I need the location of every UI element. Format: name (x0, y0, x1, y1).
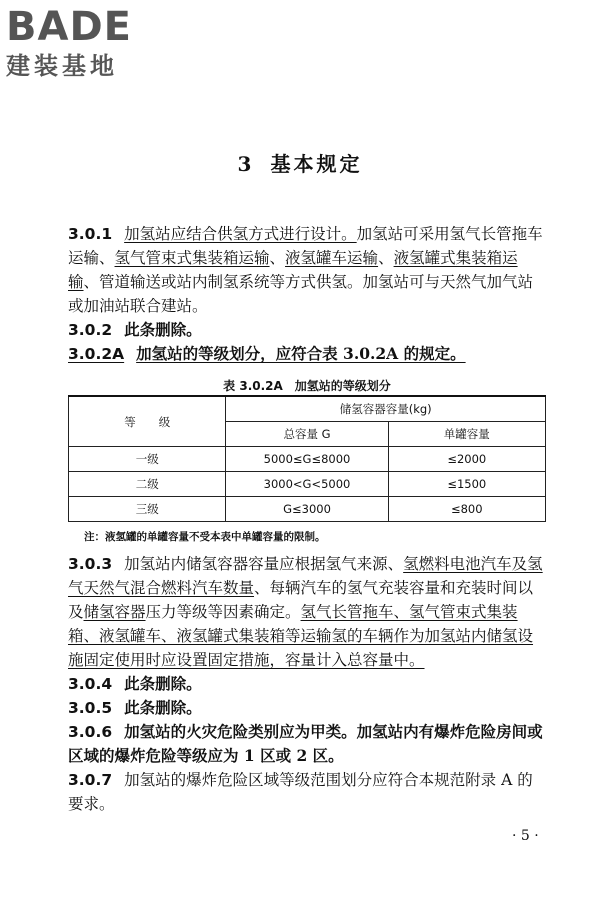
cell-total: 3000<G<5000 (226, 472, 388, 497)
clause-text: 加氢站的火灾危险类别应为甲类。加氢站内有爆炸危险房间或区域的爆炸危险等级应为 1 区或 2 区。 (68, 722, 543, 765)
underlined-text: 氢气管束式集装箱运输 (114, 249, 270, 267)
clause-3-0-3 (68, 552, 546, 672)
cell-total: G≤3000 (226, 497, 388, 522)
underlined-text: 液氢罐车运输 (285, 249, 379, 267)
chapter-title: 基本规定 (270, 152, 363, 176)
clause-text (68, 225, 543, 315)
clause-3-0-5 (68, 696, 546, 720)
clause-3-0-2a (68, 342, 546, 366)
cell-total: 5000≤G≤8000 (226, 447, 388, 472)
underlined-text: 储氢容器 (83, 603, 146, 621)
text-run: 、管道输送或站内制氢系统等方式供氢。加氢站可与天然气加气站或加油站联合建站。 (68, 273, 534, 315)
clause-3-0-2 (68, 318, 546, 342)
table-row (69, 497, 546, 522)
cell-grade: 三级 (69, 497, 226, 522)
text-run: 加氢站内储氢容器容量应根据氢气来源、 (124, 555, 404, 573)
clause-number: 3.0.5 (68, 699, 113, 717)
clause-text: 此条删除。 (124, 674, 202, 693)
clause-text: 加氢站的等级划分，应符合表 3.0.2A 的规定。 (136, 344, 466, 363)
underlined-text: 液氢罐式集装箱运输 (68, 249, 518, 291)
header-capacity: 储氢容器容量(kg) (226, 396, 546, 422)
clause-3-0-4 (68, 672, 546, 696)
table-row (69, 472, 546, 497)
cell-grade: 一级 (69, 447, 226, 472)
clause-number: 3.0.4 (68, 675, 113, 693)
clause-3-0-7 (68, 768, 546, 816)
clause-number: 3.0.7 (68, 771, 113, 789)
clause-3-0-1 (68, 222, 546, 318)
clause-number: 3.0.3 (68, 555, 113, 573)
chapter-number: 3 (237, 152, 255, 176)
clause-text (68, 555, 543, 669)
clause-number: 3.0.2A (68, 345, 125, 363)
page-number: · 5 · (512, 828, 539, 844)
header-grade: 等 级 (69, 396, 226, 447)
underlined-text: 氢气长管拖车、氢气管束式集装箱、液氢罐车、液氢罐式集装箱等运输氢的车辆作为加氢站内储氢设施固定使用时应设置固定措施，容量计入总容量中。 (68, 603, 534, 669)
clause-number: 3.0.2 (68, 321, 113, 339)
text-run: 、 (269, 249, 286, 267)
logo (6, 6, 176, 80)
cell-single: ≤800 (388, 497, 545, 522)
clause-number: 3.0.6 (68, 723, 113, 741)
clause-text: 此条删除。 (124, 320, 202, 339)
clauses-top (68, 222, 546, 366)
clause-number: 3.0.1 (68, 225, 113, 243)
underlined-text: 加氢站应结合供氢方式进行设计。 (124, 225, 357, 243)
text-run: 压力等级等因素确定。 (145, 603, 301, 621)
cell-grade: 二级 (69, 472, 226, 497)
header-single: 单罐容量 (388, 422, 545, 447)
table-row (69, 447, 546, 472)
table-header-row (69, 396, 546, 422)
underlined-text: 氢燃料电池汽车及氢气天然气混合燃料汽车数量 (68, 555, 543, 597)
header-total: 总容量 G (226, 422, 388, 447)
table-note: 注：液氢罐的单罐容量不受本表中单罐容量的限制。 (84, 531, 326, 543)
clauses-bottom (68, 552, 546, 816)
grade-table (68, 395, 546, 522)
logo-brand: BADE (6, 4, 132, 50)
logo-subtitle: 建装基地 (6, 52, 118, 80)
cell-single: ≤2000 (388, 447, 545, 472)
clause-text: 此条删除。 (124, 698, 202, 717)
text-run: 加氢站可采用氢气长管拖车运输、 (68, 225, 543, 267)
cell-single: ≤1500 (388, 472, 545, 497)
clause-3-0-6 (68, 720, 546, 768)
text-run: 、 (378, 249, 394, 267)
chapter-heading (0, 148, 600, 177)
clause-text: 加氢站的爆炸危险区域等级范围划分应符合本规范附录 A 的要求。 (68, 771, 533, 813)
text-run: 、每辆汽车的氢气充装容量和充装时间以及 (68, 579, 534, 621)
table-caption: 表 3.0.2A 加氢站的等级划分 (223, 379, 391, 393)
